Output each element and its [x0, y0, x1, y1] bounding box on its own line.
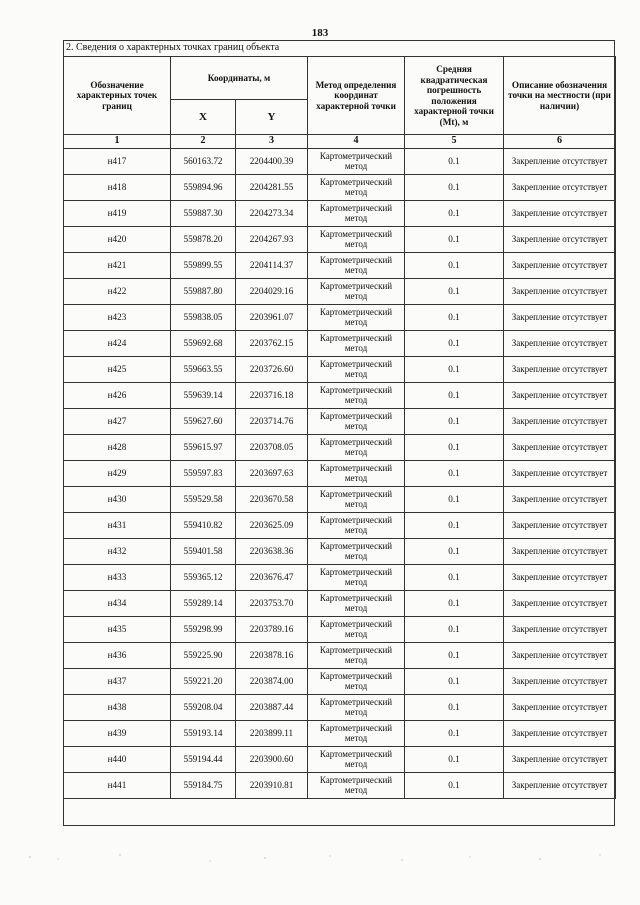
- coord-x-cell: 559401.58: [171, 539, 236, 565]
- table-row: [64, 695, 616, 721]
- column-number: 4: [308, 135, 405, 149]
- coord-x-cell: 559838.05: [171, 305, 236, 331]
- table-row: [64, 565, 616, 591]
- table-row: [64, 461, 616, 487]
- mean-error-cell: 0.1: [405, 175, 504, 201]
- mean-error-cell: 0.1: [405, 565, 504, 591]
- point-description-cell: Закрепление отсутствует: [504, 357, 616, 383]
- table-row: [64, 175, 616, 201]
- point-id-cell: н435: [64, 617, 171, 643]
- table-row: [64, 643, 616, 669]
- method-cell: Картометрический метод: [308, 565, 405, 591]
- point-description-cell: Закрепление отсутствует: [504, 175, 616, 201]
- mean-error-cell: 0.1: [405, 591, 504, 617]
- point-id-cell: н421: [64, 253, 171, 279]
- mean-error-cell: 0.1: [405, 643, 504, 669]
- method-cell: Картометрический метод: [308, 643, 405, 669]
- point-id-cell: н424: [64, 331, 171, 357]
- table-row: [64, 279, 616, 305]
- method-cell: Картометрический метод: [308, 331, 405, 357]
- method-cell: Картометрический метод: [308, 175, 405, 201]
- coord-x-cell: 559597.83: [171, 461, 236, 487]
- point-description-cell: Закрепление отсутствует: [504, 383, 616, 409]
- coord-y-cell: 2203961.07: [236, 305, 308, 331]
- coord-y-cell: 2204114.37: [236, 253, 308, 279]
- header-description: Описание обозначения точки на местности (при наличии): [504, 57, 616, 135]
- column-number: 2: [171, 135, 236, 149]
- mean-error-cell: 0.1: [405, 721, 504, 747]
- column-number: 1: [64, 135, 171, 149]
- table-row: [64, 305, 616, 331]
- point-id-cell: н422: [64, 279, 171, 305]
- mean-error-cell: 0.1: [405, 253, 504, 279]
- point-id-cell: н438: [64, 695, 171, 721]
- header-x: X: [171, 100, 236, 135]
- coord-y-cell: 2203874.00: [236, 669, 308, 695]
- section-title: 2. Сведения о характерных точках границ объекта: [66, 42, 280, 53]
- coord-y-cell: 2203753.70: [236, 591, 308, 617]
- coord-x-cell: 559365.12: [171, 565, 236, 591]
- point-description-cell: Закрепление отсутствует: [504, 461, 616, 487]
- table-row: [64, 721, 616, 747]
- coord-x-cell: 559225.90: [171, 643, 236, 669]
- coord-y-cell: 2204281.55: [236, 175, 308, 201]
- coord-y-cell: 2203625.09: [236, 513, 308, 539]
- mean-error-cell: 0.1: [405, 539, 504, 565]
- table-row: [64, 331, 616, 357]
- table-row: [64, 383, 616, 409]
- point-id-cell: н433: [64, 565, 171, 591]
- method-cell: Картометрический метод: [308, 773, 405, 799]
- point-id-cell: н417: [64, 149, 171, 175]
- header-method: Метод определения координат характерной точки: [308, 57, 405, 135]
- point-description-cell: Закрепление отсутствует: [504, 279, 616, 305]
- coord-x-cell: 559184.75: [171, 773, 236, 799]
- mean-error-cell: 0.1: [405, 383, 504, 409]
- point-description-cell: Закрепление отсутствует: [504, 305, 616, 331]
- mean-error-cell: 0.1: [405, 149, 504, 175]
- coord-x-cell: 559289.14: [171, 591, 236, 617]
- mean-error-cell: 0.1: [405, 487, 504, 513]
- table-row: [64, 227, 616, 253]
- point-id-cell: н437: [64, 669, 171, 695]
- point-description-cell: Закрепление отсутствует: [504, 201, 616, 227]
- table-row: [64, 409, 616, 435]
- coord-y-cell: 2203714.76: [236, 409, 308, 435]
- mean-error-cell: 0.1: [405, 695, 504, 721]
- table-row: [64, 617, 616, 643]
- coord-y-cell: 2203670.58: [236, 487, 308, 513]
- coord-x-cell: 559627.60: [171, 409, 236, 435]
- method-cell: Картометрический метод: [308, 149, 405, 175]
- mean-error-cell: 0.1: [405, 461, 504, 487]
- method-cell: Картометрический метод: [308, 435, 405, 461]
- point-description-cell: Закрепление отсутствует: [504, 253, 616, 279]
- coord-y-cell: 2203726.60: [236, 357, 308, 383]
- point-id-cell: н428: [64, 435, 171, 461]
- mean-error-cell: 0.1: [405, 669, 504, 695]
- coord-x-cell: 559887.80: [171, 279, 236, 305]
- coord-y-cell: 2204400.39: [236, 149, 308, 175]
- coord-x-cell: 559894.96: [171, 175, 236, 201]
- coord-x-cell: 559194.44: [171, 747, 236, 773]
- coord-y-cell: 2203716.18: [236, 383, 308, 409]
- table-row: [64, 513, 616, 539]
- point-description-cell: Закрепление отсутствует: [504, 747, 616, 773]
- table-row: [64, 669, 616, 695]
- coord-y-cell: 2204029.16: [236, 279, 308, 305]
- point-description-cell: Закрепление отсутствует: [504, 513, 616, 539]
- method-cell: Картометрический метод: [308, 747, 405, 773]
- header-point-designation: Обозначение характерных точек границ: [64, 57, 171, 135]
- point-id-cell: н429: [64, 461, 171, 487]
- point-id-cell: н434: [64, 591, 171, 617]
- method-cell: Картометрический метод: [308, 279, 405, 305]
- table-row: [64, 435, 616, 461]
- mean-error-cell: 0.1: [405, 435, 504, 461]
- table-row: [64, 591, 616, 617]
- method-cell: Картометрический метод: [308, 591, 405, 617]
- method-cell: Картометрический метод: [308, 695, 405, 721]
- coord-x-cell: 559663.55: [171, 357, 236, 383]
- coord-y-cell: 2203878.16: [236, 643, 308, 669]
- method-cell: Картометрический метод: [308, 383, 405, 409]
- mean-error-cell: 0.1: [405, 279, 504, 305]
- coord-x-cell: 559529.58: [171, 487, 236, 513]
- point-id-cell: н439: [64, 721, 171, 747]
- point-description-cell: Закрепление отсутствует: [504, 487, 616, 513]
- point-description-cell: Закрепление отсутствует: [504, 695, 616, 721]
- table-row: [64, 773, 616, 799]
- mean-error-cell: 0.1: [405, 617, 504, 643]
- point-id-cell: н436: [64, 643, 171, 669]
- mean-error-cell: 0.1: [405, 409, 504, 435]
- point-id-cell: н426: [64, 383, 171, 409]
- mean-error-cell: 0.1: [405, 305, 504, 331]
- point-id-cell: н431: [64, 513, 171, 539]
- coord-x-cell: 559639.14: [171, 383, 236, 409]
- column-number: 3: [236, 135, 308, 149]
- method-cell: Картометрический метод: [308, 227, 405, 253]
- point-description-cell: Закрепление отсутствует: [504, 331, 616, 357]
- point-id-cell: н420: [64, 227, 171, 253]
- method-cell: Картометрический метод: [308, 721, 405, 747]
- mean-error-cell: 0.1: [405, 201, 504, 227]
- coord-x-cell: 559692.68: [171, 331, 236, 357]
- mean-error-cell: 0.1: [405, 331, 504, 357]
- mean-error-cell: 0.1: [405, 227, 504, 253]
- point-description-cell: Закрепление отсутствует: [504, 409, 616, 435]
- coord-y-cell: 2203697.63: [236, 461, 308, 487]
- header-coordinates: Координаты, м: [171, 57, 308, 100]
- point-description-cell: Закрепление отсутствует: [504, 149, 616, 175]
- method-cell: Картометрический метод: [308, 669, 405, 695]
- table-row: [64, 747, 616, 773]
- coord-y-cell: 2203899.11: [236, 721, 308, 747]
- point-id-cell: н432: [64, 539, 171, 565]
- coord-x-cell: 559887.30: [171, 201, 236, 227]
- method-cell: Картометрический метод: [308, 461, 405, 487]
- coord-x-cell: 559899.55: [171, 253, 236, 279]
- method-cell: Картометрический метод: [308, 539, 405, 565]
- coord-y-cell: 2203910.81: [236, 773, 308, 799]
- coord-x-cell: 559878.20: [171, 227, 236, 253]
- coord-y-cell: 2203708.05: [236, 435, 308, 461]
- point-description-cell: Закрепление отсутствует: [504, 643, 616, 669]
- point-id-cell: н423: [64, 305, 171, 331]
- point-id-cell: н419: [64, 201, 171, 227]
- point-id-cell: н425: [64, 357, 171, 383]
- point-description-cell: Закрепление отсутствует: [504, 669, 616, 695]
- table-row: [64, 253, 616, 279]
- mean-error-cell: 0.1: [405, 513, 504, 539]
- page-number: 183: [311, 27, 329, 39]
- column-number: 5: [405, 135, 504, 149]
- table-row: [64, 487, 616, 513]
- table-row: [64, 539, 616, 565]
- coord-y-cell: 2204267.93: [236, 227, 308, 253]
- method-cell: Картометрический метод: [308, 487, 405, 513]
- method-cell: Картометрический метод: [308, 617, 405, 643]
- coord-x-cell: 559208.04: [171, 695, 236, 721]
- coord-y-cell: 2203789.16: [236, 617, 308, 643]
- coord-x-cell: 559410.82: [171, 513, 236, 539]
- coord-y-cell: 2203762.15: [236, 331, 308, 357]
- point-id-cell: н441: [64, 773, 171, 799]
- method-cell: Картометрический метод: [308, 513, 405, 539]
- point-description-cell: Закрепление отсутствует: [504, 435, 616, 461]
- mean-error-cell: 0.1: [405, 773, 504, 799]
- coord-y-cell: 2203676.47: [236, 565, 308, 591]
- point-id-cell: н427: [64, 409, 171, 435]
- coord-x-cell: 559615.97: [171, 435, 236, 461]
- coord-x-cell: 560163.72: [171, 149, 236, 175]
- method-cell: Картометрический метод: [308, 357, 405, 383]
- point-id-cell: н440: [64, 747, 171, 773]
- scan-artifacts: [0, 845, 640, 875]
- column-number: 6: [504, 135, 616, 149]
- table-row: [64, 149, 616, 175]
- coord-x-cell: 559298.99: [171, 617, 236, 643]
- coord-y-cell: 2204273.34: [236, 201, 308, 227]
- method-cell: Картометрический метод: [308, 409, 405, 435]
- point-description-cell: Закрепление отсутствует: [504, 539, 616, 565]
- coord-y-cell: 2203900.60: [236, 747, 308, 773]
- coord-y-cell: 2203638.36: [236, 539, 308, 565]
- point-id-cell: н418: [64, 175, 171, 201]
- header-mean-error: Средняя квадратическая погрешность положения характерной точки (Mt), м: [405, 57, 504, 135]
- mean-error-cell: 0.1: [405, 747, 504, 773]
- point-description-cell: Закрепление отсутствует: [504, 617, 616, 643]
- point-description-cell: Закрепление отсутствует: [504, 227, 616, 253]
- table-body: [64, 149, 616, 799]
- point-description-cell: Закрепление отсутствует: [504, 591, 616, 617]
- table-row: [64, 201, 616, 227]
- method-cell: Картометрический метод: [308, 305, 405, 331]
- coord-x-cell: 559221.20: [171, 669, 236, 695]
- coord-y-cell: 2203887.44: [236, 695, 308, 721]
- boundary-points-table: [63, 56, 616, 799]
- method-cell: Картометрический метод: [308, 201, 405, 227]
- method-cell: Картометрический метод: [308, 253, 405, 279]
- table-row: [64, 357, 616, 383]
- coord-x-cell: 559193.14: [171, 721, 236, 747]
- point-description-cell: Закрепление отсутствует: [504, 773, 616, 799]
- point-id-cell: н430: [64, 487, 171, 513]
- point-description-cell: Закрепление отсутствует: [504, 721, 616, 747]
- header-y: Y: [236, 100, 308, 135]
- mean-error-cell: 0.1: [405, 357, 504, 383]
- point-description-cell: Закрепление отсутствует: [504, 565, 616, 591]
